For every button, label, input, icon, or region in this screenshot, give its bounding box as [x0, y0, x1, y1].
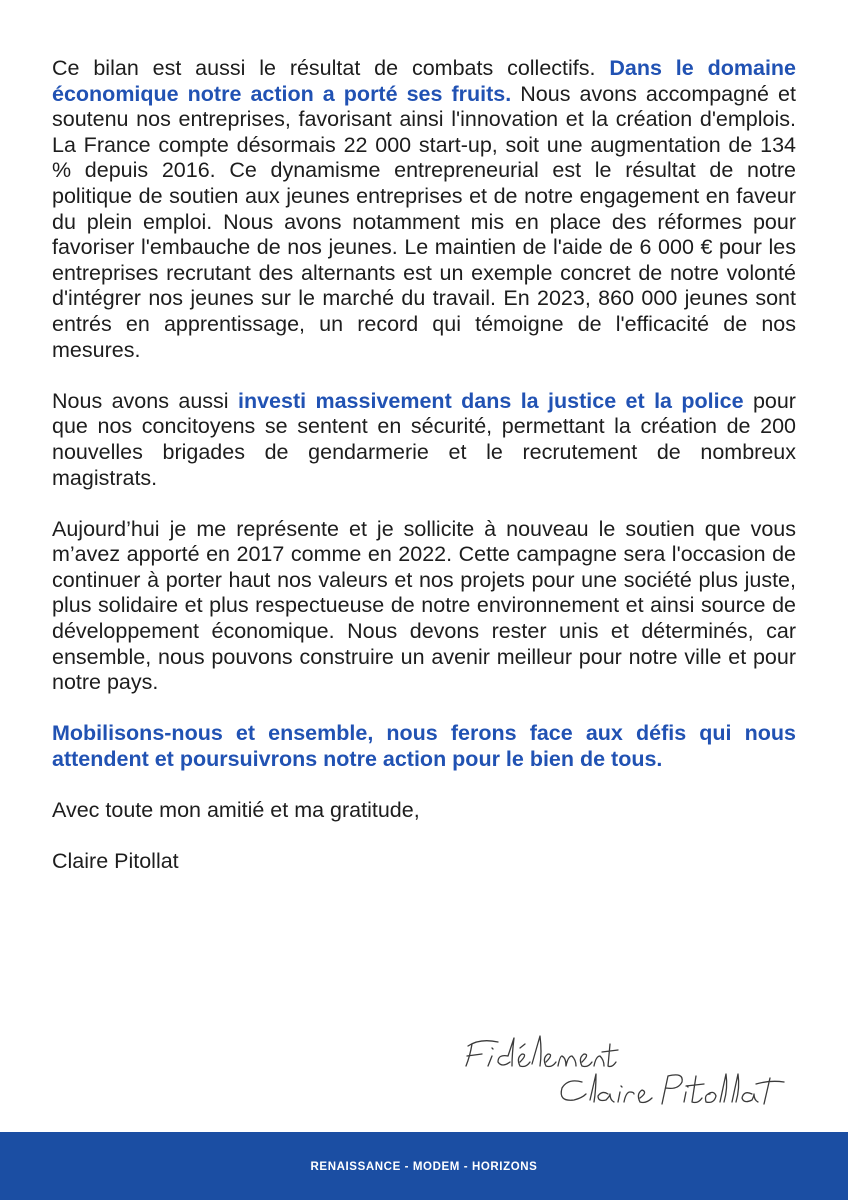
paragraph-call-to-action: Mobilisons-nous et ensemble, nous ferons face aux défis qui nous attendent et poursuivrons notre action pour le bien de tous.	[52, 721, 796, 772]
highlight-security: investi massivement dans la justice et la police	[237, 388, 744, 413]
footer-banner	[0, 1132, 848, 1200]
closing-line: Avec toute mon amitié et ma gratitude,	[52, 798, 420, 823]
paragraph-security-body: pour que nos concitoyens se sentent en sécurité, permettant la création de 200 nouvelles brigades de gendarmerie et le recrutement de nombreux magistrats.	[52, 388, 796, 490]
paragraph-economy	[52, 56, 796, 363]
paragraph-security-intro: Nous avons aussi	[52, 388, 229, 413]
handwritten-signature	[458, 1032, 788, 1114]
paragraph-campaign: Aujourd’hui je me représente et je sollicite à nouveau le soutien que vous m’avez apporté en 2017 comme en 2022. Cette campagne sera l'occasion de continuer à porter haut nos valeurs et nos projets pour une société plus juste, plus solidaire et plus respectueuse de notre environnement et ainsi source de développement économique. Nous devons rester unis et déterminés, car ensemble, nous pouvons construire un avenir meilleur pour notre ville et pour notre pays.	[52, 516, 796, 695]
paragraph-economy-body: Nous avons accompagné et soutenu nos entreprises, favorisant ainsi l'innovation et la création d'emplois. La France compte désormais 22 000 start-up, soit une augmentation de 134 % depuis 2016. Ce dynamisme entrepreneurial est le résultat de notre politique de soutien aux jeunes entreprises et de notre engagement en faveur du plein emploi. Nous avons notamment mis en place des réformes pour favoriser l'embauche de nos jeunes. Le maintien de l'aide de 6 000 € pour les entreprises recrutant des alternants est un exemple concret de notre volonté d'intégrer nos jeunes sur le marché du travail. En 2023, 860 000 jeunes sont entrés en apprentissage, un record qui témoigne de l'efficacité de nos mesures.	[52, 81, 796, 362]
letter-body	[52, 56, 796, 901]
paragraph-security	[52, 389, 796, 491]
paragraph-economy-intro: Ce bilan est aussi le résultat de combats collectifs.	[52, 56, 596, 80]
signer-name: Claire Pitollat	[52, 849, 179, 874]
signature-line-1	[466, 1036, 618, 1067]
highlight-economy: Dans le domaine économique notre action a porté ses fruits.	[52, 56, 797, 106]
signature-line-2	[561, 1074, 784, 1104]
signature-drawing	[458, 1032, 788, 1114]
footer-party-label: RENAISSANCE - MODEM - HORIZONS	[310, 1161, 538, 1173]
